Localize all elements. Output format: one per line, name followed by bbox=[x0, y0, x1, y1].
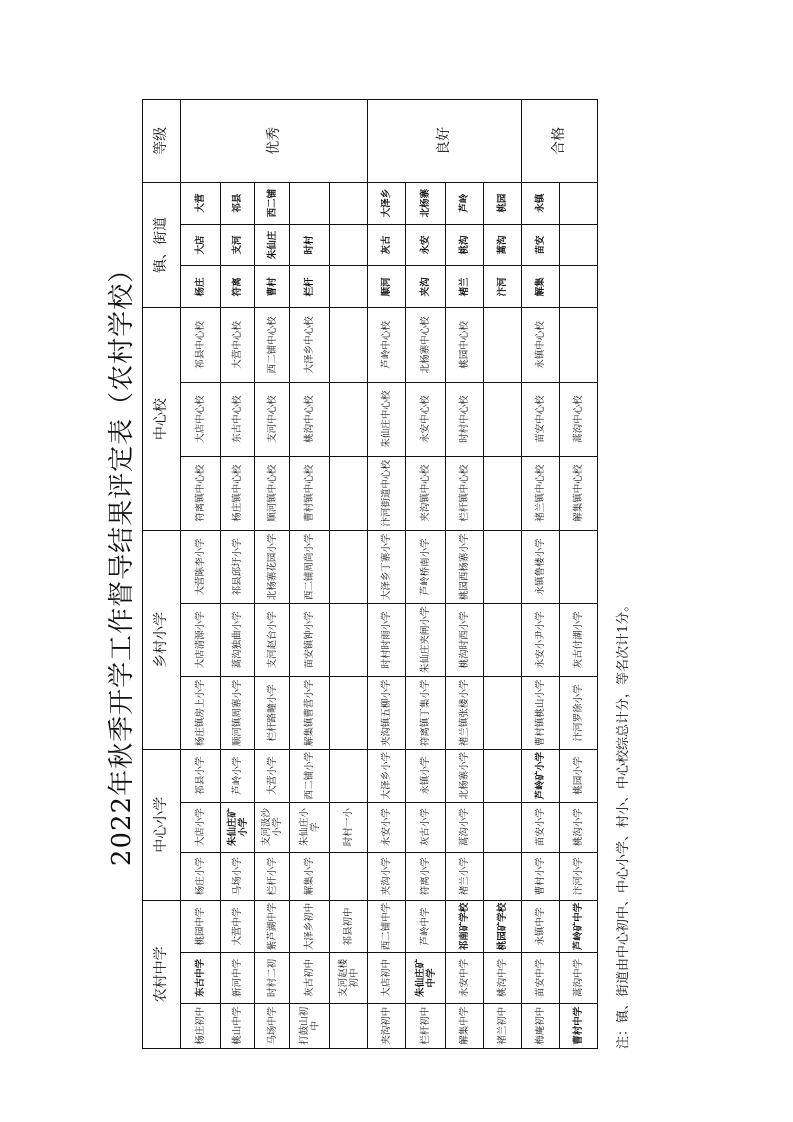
village-cell: 大店清源小学 bbox=[181, 603, 221, 676]
central-cell bbox=[484, 802, 522, 852]
middle-cell: 西二铺中学 bbox=[368, 900, 406, 953]
centralschool-cell: 支河中心校 bbox=[255, 382, 290, 456]
town-cell bbox=[560, 266, 598, 308]
page-title: 2022年秋季开学工作督导结果评定表（农村学校） bbox=[107, 255, 137, 867]
centralschool-cell: 顺河镇中心校 bbox=[255, 456, 290, 530]
centralschool-cell: 东古中心校 bbox=[221, 382, 255, 456]
middle-cell: 桃园中学 bbox=[181, 900, 221, 953]
table-row bbox=[255, 100, 290, 1049]
central-cell: 芦岭矿小学 bbox=[522, 749, 560, 802]
town-cell: 大店 bbox=[181, 224, 221, 266]
centralschool-cell: 褚兰镇中心校 bbox=[522, 456, 560, 530]
table-row bbox=[484, 100, 522, 1049]
town-cell bbox=[330, 182, 368, 224]
town-cell: 大营 bbox=[181, 182, 221, 224]
middle-cell: 东古中学 bbox=[181, 953, 221, 1003]
middle-cell: 解集中学 bbox=[446, 1003, 484, 1048]
village-cell: 顺河镇周寨小学 bbox=[221, 676, 255, 749]
town-cell: 桃沟 bbox=[446, 224, 484, 266]
village-cell: 褚兰镇张楼小学 bbox=[446, 676, 484, 749]
middle-cell: 新河中学 bbox=[221, 953, 255, 1003]
central-cell: 曹村小学 bbox=[522, 852, 560, 900]
centralschool-cell bbox=[560, 308, 598, 382]
town-cell: 解集 bbox=[522, 266, 560, 308]
village-cell: 苗安镇钟小学 bbox=[290, 603, 330, 676]
village-cell: 灰古付湖小学 bbox=[560, 603, 598, 676]
grade-cell: 优秀 bbox=[181, 100, 368, 183]
town-cell: 永安 bbox=[406, 224, 446, 266]
grade-cell: 合格 bbox=[522, 100, 598, 183]
central-cell: 永安小学 bbox=[368, 802, 406, 852]
table-row bbox=[406, 100, 446, 1049]
centralschool-cell bbox=[330, 382, 368, 456]
central-cell bbox=[484, 852, 522, 900]
centralschool-cell: 永安中心校 bbox=[406, 382, 446, 456]
village-cell: 西二铺周尚小学 bbox=[290, 530, 330, 603]
town-cell: 顺河 bbox=[368, 266, 406, 308]
central-cell: 符离小学 bbox=[406, 852, 446, 900]
central-cell: 杨庄小学 bbox=[181, 852, 221, 900]
middle-cell: 桃园矿学校 bbox=[484, 900, 522, 953]
table-row bbox=[221, 100, 255, 1049]
central-cell: 栏杆小学 bbox=[255, 852, 290, 900]
centralschool-cell: 祁县中心校 bbox=[181, 308, 221, 382]
central-cell: 苗安小学 bbox=[522, 802, 560, 852]
middle-cell: 芦岭中学 bbox=[406, 900, 446, 953]
town-cell: 时村 bbox=[290, 224, 330, 266]
centralschool-cell: 夹沟镇中心校 bbox=[406, 456, 446, 530]
village-cell: 解集镇曹营小学 bbox=[290, 676, 330, 749]
village-cell: 永镇鲁楼小学 bbox=[522, 530, 560, 603]
grade-cell: 良好 bbox=[368, 100, 522, 183]
centralschool-cell: 大店中心校 bbox=[181, 382, 221, 456]
central-cell: 解集小学 bbox=[290, 852, 330, 900]
middle-cell: 朱仙庄矿中学 bbox=[406, 953, 446, 1003]
header-grade: 等级 bbox=[143, 100, 181, 183]
central-cell: 西二铺小学 bbox=[290, 749, 330, 802]
town-cell: 蒿沟 bbox=[484, 224, 522, 266]
middle-cell: 杨庄初中 bbox=[181, 1003, 221, 1048]
village-cell: 桃沟时西小学 bbox=[446, 603, 484, 676]
central-cell: 蒿沟小学 bbox=[446, 802, 484, 852]
village-cell: 永安小尹小学 bbox=[522, 603, 560, 676]
middle-cell: 大泽乡初中 bbox=[290, 900, 330, 953]
table-row bbox=[290, 100, 330, 1049]
village-cell bbox=[484, 530, 522, 603]
centralschool-cell: 大泽乡中心校 bbox=[290, 308, 330, 382]
centralschool-cell bbox=[330, 456, 368, 530]
village-cell: 大营陈李小学 bbox=[181, 530, 221, 603]
town-cell: 朱仙庄 bbox=[255, 224, 290, 266]
village-cell: 符离镇丁集小学 bbox=[406, 676, 446, 749]
town-cell: 北杨寨 bbox=[406, 182, 446, 224]
town-cell: 永镇 bbox=[522, 182, 560, 224]
middle-cell: 桃沟中学 bbox=[484, 953, 522, 1003]
centralschool-cell: 栏杆镇中心校 bbox=[446, 456, 484, 530]
middle-cell bbox=[330, 1003, 368, 1048]
central-cell: 桃园小学 bbox=[560, 749, 598, 802]
village-cell: 大泽乡丁寨小学 bbox=[368, 530, 406, 603]
table-row bbox=[330, 100, 368, 1049]
village-cell: 曹村镇桃山小学 bbox=[522, 676, 560, 749]
table-row bbox=[181, 100, 221, 1049]
town-cell: 符离 bbox=[221, 266, 255, 308]
central-cell: 大泽乡小学 bbox=[368, 749, 406, 802]
centralschool-cell: 杨庄镇中心校 bbox=[221, 456, 255, 530]
central-cell: 大店小学 bbox=[181, 802, 221, 852]
footnote: 注：镇、街道由中心初中、中心小学、村小、中心校综总计分，等名次计1分。 bbox=[616, 598, 631, 1049]
middle-cell: 夹沟初中 bbox=[368, 1003, 406, 1048]
village-cell bbox=[560, 530, 598, 603]
centralschool-cell: 蒿沟中心校 bbox=[560, 382, 598, 456]
town-cell: 夹沟 bbox=[406, 266, 446, 308]
centralschool-cell bbox=[484, 382, 522, 456]
centralschool-cell: 西二铺中心校 bbox=[255, 308, 290, 382]
town-cell: 大泽乡 bbox=[368, 182, 406, 224]
town-cell: 桃园 bbox=[484, 182, 522, 224]
central-cell: 祁县小学 bbox=[181, 749, 221, 802]
village-cell: 夹沟镇五柳小学 bbox=[368, 676, 406, 749]
central-cell: 朱仙庄小学 bbox=[290, 802, 330, 852]
village-cell: 支河赵台小学 bbox=[255, 603, 290, 676]
village-cell bbox=[484, 603, 522, 676]
central-cell: 北杨寨小学 bbox=[446, 749, 484, 802]
middle-cell: 永镇中学 bbox=[522, 900, 560, 953]
table-row bbox=[522, 100, 560, 1049]
village-cell: 芦岭桥南小学 bbox=[406, 530, 446, 603]
village-cell: 北杨寨花园小学 bbox=[255, 530, 290, 603]
village-cell: 蒿沟独曲小学 bbox=[221, 603, 255, 676]
central-cell: 马场小学 bbox=[221, 852, 255, 900]
middle-cell: 栏杆初中 bbox=[406, 1003, 446, 1048]
centralschool-cell: 解集镇中心校 bbox=[560, 456, 598, 530]
table-row bbox=[368, 100, 406, 1049]
middle-cell: 苗安中学 bbox=[522, 953, 560, 1003]
town-cell: 汴河 bbox=[484, 266, 522, 308]
centralschool-cell bbox=[484, 456, 522, 530]
middle-cell: 支河赵楼初中 bbox=[330, 953, 368, 1003]
town-cell: 西二铺 bbox=[255, 182, 290, 224]
middle-cell: 打鼓山初中 bbox=[290, 1003, 330, 1048]
village-cell: 祁县邱圩小学 bbox=[221, 530, 255, 603]
middle-cell: 灰古初中 bbox=[290, 953, 330, 1003]
middle-cell: 梅庵初中 bbox=[522, 1003, 560, 1048]
village-cell: 杨庄镇房上小学 bbox=[181, 676, 221, 749]
header-central-school: 中心校 bbox=[143, 308, 181, 531]
centralschool-cell: 曹村镇中心校 bbox=[290, 456, 330, 530]
evaluation-table bbox=[142, 99, 598, 1049]
middle-cell: 永安中学 bbox=[446, 953, 484, 1003]
central-cell: 大营小学 bbox=[255, 749, 290, 802]
middle-cell: 紫芦湖中学 bbox=[255, 900, 290, 953]
table-row bbox=[446, 100, 484, 1049]
header-central-primary: 中心小学 bbox=[143, 749, 181, 900]
middle-cell: 蒿沟中学 bbox=[560, 953, 598, 1003]
centralschool-cell bbox=[484, 308, 522, 382]
middle-cell: 大营中学 bbox=[221, 900, 255, 953]
village-cell bbox=[484, 676, 522, 749]
centralschool-cell: 芦岭中心校 bbox=[368, 308, 406, 382]
town-cell bbox=[290, 182, 330, 224]
central-cell bbox=[330, 749, 368, 802]
centralschool-cell: 桃沟中心校 bbox=[290, 382, 330, 456]
central-cell: 汴河小学 bbox=[560, 852, 598, 900]
middle-cell: 祁县初中 bbox=[330, 900, 368, 953]
middle-cell: 马场中学 bbox=[255, 1003, 290, 1048]
town-cell bbox=[330, 266, 368, 308]
header-town: 镇、街道 bbox=[143, 182, 181, 308]
centralschool-cell: 符离镇中心校 bbox=[181, 456, 221, 530]
middle-cell: 曹村中学 bbox=[560, 1003, 598, 1048]
town-cell: 祁县 bbox=[221, 182, 255, 224]
middle-cell: 时村二初 bbox=[255, 953, 290, 1003]
village-cell bbox=[330, 530, 368, 603]
village-cell bbox=[330, 603, 368, 676]
village-cell: 桃园西杨寨小学 bbox=[446, 530, 484, 603]
central-cell: 桃沟小学 bbox=[560, 802, 598, 852]
town-cell: 褚兰 bbox=[446, 266, 484, 308]
central-cell: 夹沟小学 bbox=[368, 852, 406, 900]
town-cell: 苗安 bbox=[522, 224, 560, 266]
centralschool-cell bbox=[330, 308, 368, 382]
middle-cell: 褚兰初中 bbox=[484, 1003, 522, 1048]
middle-cell: 大店初中 bbox=[368, 953, 406, 1003]
centralschool-cell: 大营中心校 bbox=[221, 308, 255, 382]
middle-cell: 桃山中学 bbox=[221, 1003, 255, 1048]
table-row bbox=[560, 100, 598, 1049]
central-cell bbox=[484, 749, 522, 802]
central-cell: 支河汲沙小学 bbox=[255, 802, 290, 852]
central-cell: 灰古小学 bbox=[406, 802, 446, 852]
central-cell: 朱仙庄矿小学 bbox=[221, 802, 255, 852]
centralschool-cell: 北杨寨中心校 bbox=[406, 308, 446, 382]
header-village-primary: 乡村小学 bbox=[143, 530, 181, 749]
centralschool-cell: 时村中心校 bbox=[446, 382, 484, 456]
town-cell: 杨庄 bbox=[181, 266, 221, 308]
middle-cell: 祁南矿学校 bbox=[446, 900, 484, 953]
central-cell: 永镇小学 bbox=[406, 749, 446, 802]
middle-cell: 芦岭矿中学 bbox=[560, 900, 598, 953]
village-cell: 栏杆路疃小学 bbox=[255, 676, 290, 749]
town-cell bbox=[560, 182, 598, 224]
village-cell: 汴河罗徐小学 bbox=[560, 676, 598, 749]
town-cell bbox=[560, 224, 598, 266]
village-cell: 朱仙庄夹闸小学 bbox=[406, 603, 446, 676]
centralschool-cell: 永镇中心校 bbox=[522, 308, 560, 382]
village-cell bbox=[330, 676, 368, 749]
centralschool-cell: 苗安中心校 bbox=[522, 382, 560, 456]
town-cell: 曹村 bbox=[255, 266, 290, 308]
town-cell: 灰古 bbox=[368, 224, 406, 266]
centralschool-cell: 朱仙庄中心校 bbox=[368, 382, 406, 456]
centralschool-cell: 桃园中心校 bbox=[446, 308, 484, 382]
header-rural-middle: 农村中学 bbox=[143, 900, 181, 1048]
central-cell: 时村一小 bbox=[330, 802, 368, 852]
village-cell: 时村时雨小学 bbox=[368, 603, 406, 676]
town-cell: 支河 bbox=[221, 224, 255, 266]
central-cell bbox=[330, 852, 368, 900]
town-cell bbox=[330, 224, 368, 266]
central-cell: 芦岭小学 bbox=[221, 749, 255, 802]
central-cell: 褚兰小学 bbox=[446, 852, 484, 900]
centralschool-cell: 汴河街道中心校 bbox=[368, 456, 406, 530]
town-cell: 芦岭 bbox=[446, 182, 484, 224]
town-cell: 栏杆 bbox=[290, 266, 330, 308]
